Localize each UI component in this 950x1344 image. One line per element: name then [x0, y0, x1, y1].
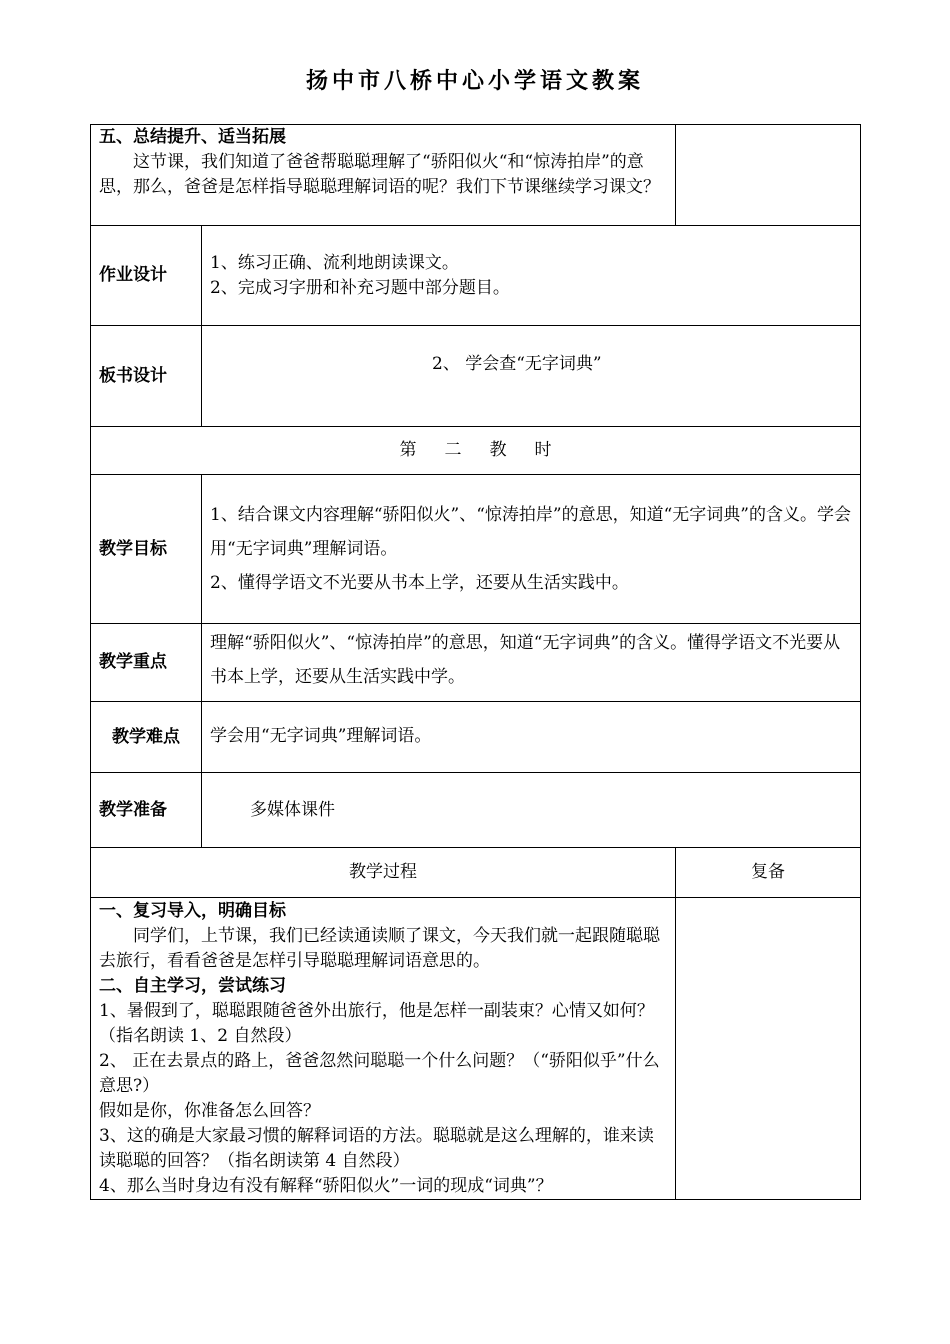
homework-cell — [202, 226, 861, 326]
homework-item: 1、练习正确、流利地朗读课文。 — [210, 252, 459, 273]
period-char: 教 — [489, 440, 507, 460]
process-header: 教学过程 — [91, 848, 676, 898]
objectives-label: 教学目标 — [91, 475, 202, 624]
summary-heading: 五、总结提升、适当拓展 — [99, 127, 286, 147]
key-points-content: 理解“骄阳似火”、“惊涛拍岸”的意思，知道“无字词典”的含义。懂得学语文不光要从书本上学，还要从生活实践中学。 — [210, 633, 841, 687]
process-paragraph: 2、 正在去景点的路上，爸爸忽然问聪聪一个什么问题？（“骄阳似乎”什么意思?） — [99, 1051, 660, 1096]
period-char: 时 — [534, 440, 552, 460]
process-heading: 二、自主学习，尝试练习 — [99, 976, 286, 996]
period-char: 第 — [399, 440, 417, 460]
homework-row — [91, 226, 861, 326]
process-paragraph: 3、这的确是大家最习惯的解释词语的方法。聪聪就是这么理解的，谁来读读聪聪的回答？（指名朗读第 4 自然段） — [99, 1126, 654, 1171]
summary-body: 这节课，我们知道了爸爸帮聪聪理解了“骄阳似火“和“惊涛拍岸”的意思，那么，爸爸是怎样指导聪聪理解词语的呢？我们下节课继续学习课文？ — [99, 152, 660, 197]
process-review-cell — [676, 898, 861, 1200]
second-period-cell — [91, 427, 861, 475]
objective-item: 2、懂得学语文不光要从书本上学，还要从生活实践中。 — [210, 573, 629, 593]
summary-review-cell — [676, 125, 861, 226]
key-points-row — [91, 624, 861, 702]
preparation-row — [91, 773, 861, 848]
board-content: 2、 学会查“无字词典” — [432, 354, 602, 374]
objectives-cell — [202, 475, 861, 624]
second-period-row — [91, 427, 861, 475]
summary-row — [91, 125, 861, 226]
preparation-label: 教学准备 — [91, 773, 202, 848]
objective-item: 1、结合课文内容理解“骄阳似火”、“惊涛拍岸”的意思，知道“无字词典”的含义。学会用“无字词典”理解词语。 — [210, 505, 851, 559]
process-cell — [91, 898, 676, 1200]
process-header-row — [91, 848, 861, 898]
review-header: 复备 — [676, 848, 861, 898]
homework-item: 2、完成习字册和补充习题中部分题目。 — [210, 277, 510, 298]
process-paragraph: 1、暑假到了，聪聪跟随爸爸外出旅行，他是怎样一副装束？心情又如何？（指名朗读 1、2 自然段） — [99, 1001, 654, 1046]
process-paragraph: 同学们，上节课，我们已经读通读顺了课文，今天我们就一起跟随聪聪去旅行，看看爸爸是怎样引导聪聪理解词语意思的。 — [99, 926, 660, 971]
key-points-label: 教学重点 — [91, 624, 202, 702]
board-cell — [202, 326, 861, 427]
process-paragraph: 假如是你，你准备怎么回答？ — [99, 1101, 320, 1121]
period-char: 二 — [444, 440, 462, 460]
process-heading: 一、复习导入，明确目标 — [99, 901, 286, 921]
objectives-row — [91, 475, 861, 624]
difficulties-row — [91, 702, 861, 773]
lesson-plan-table — [90, 124, 861, 1200]
page-title: 扬中市八桥中心小学语文教案 — [305, 68, 644, 94]
summary-cell — [91, 125, 676, 226]
difficulties-cell — [202, 702, 861, 773]
process-row — [91, 898, 861, 1200]
board-row — [91, 326, 861, 427]
board-label: 板书设计 — [91, 326, 202, 427]
preparation-cell — [202, 773, 861, 848]
difficulties-label: 教学难点 — [91, 702, 202, 773]
difficulties-content: 学会用“无字词典”理解词语。 — [210, 725, 432, 746]
key-points-cell — [202, 624, 861, 702]
preparation-content: 多媒体课件 — [250, 799, 335, 820]
process-paragraph: 4、那么当时身边有没有解释“骄阳似火”一词的现成“词典”？ — [99, 1176, 553, 1196]
homework-label: 作业设计 — [91, 226, 202, 326]
